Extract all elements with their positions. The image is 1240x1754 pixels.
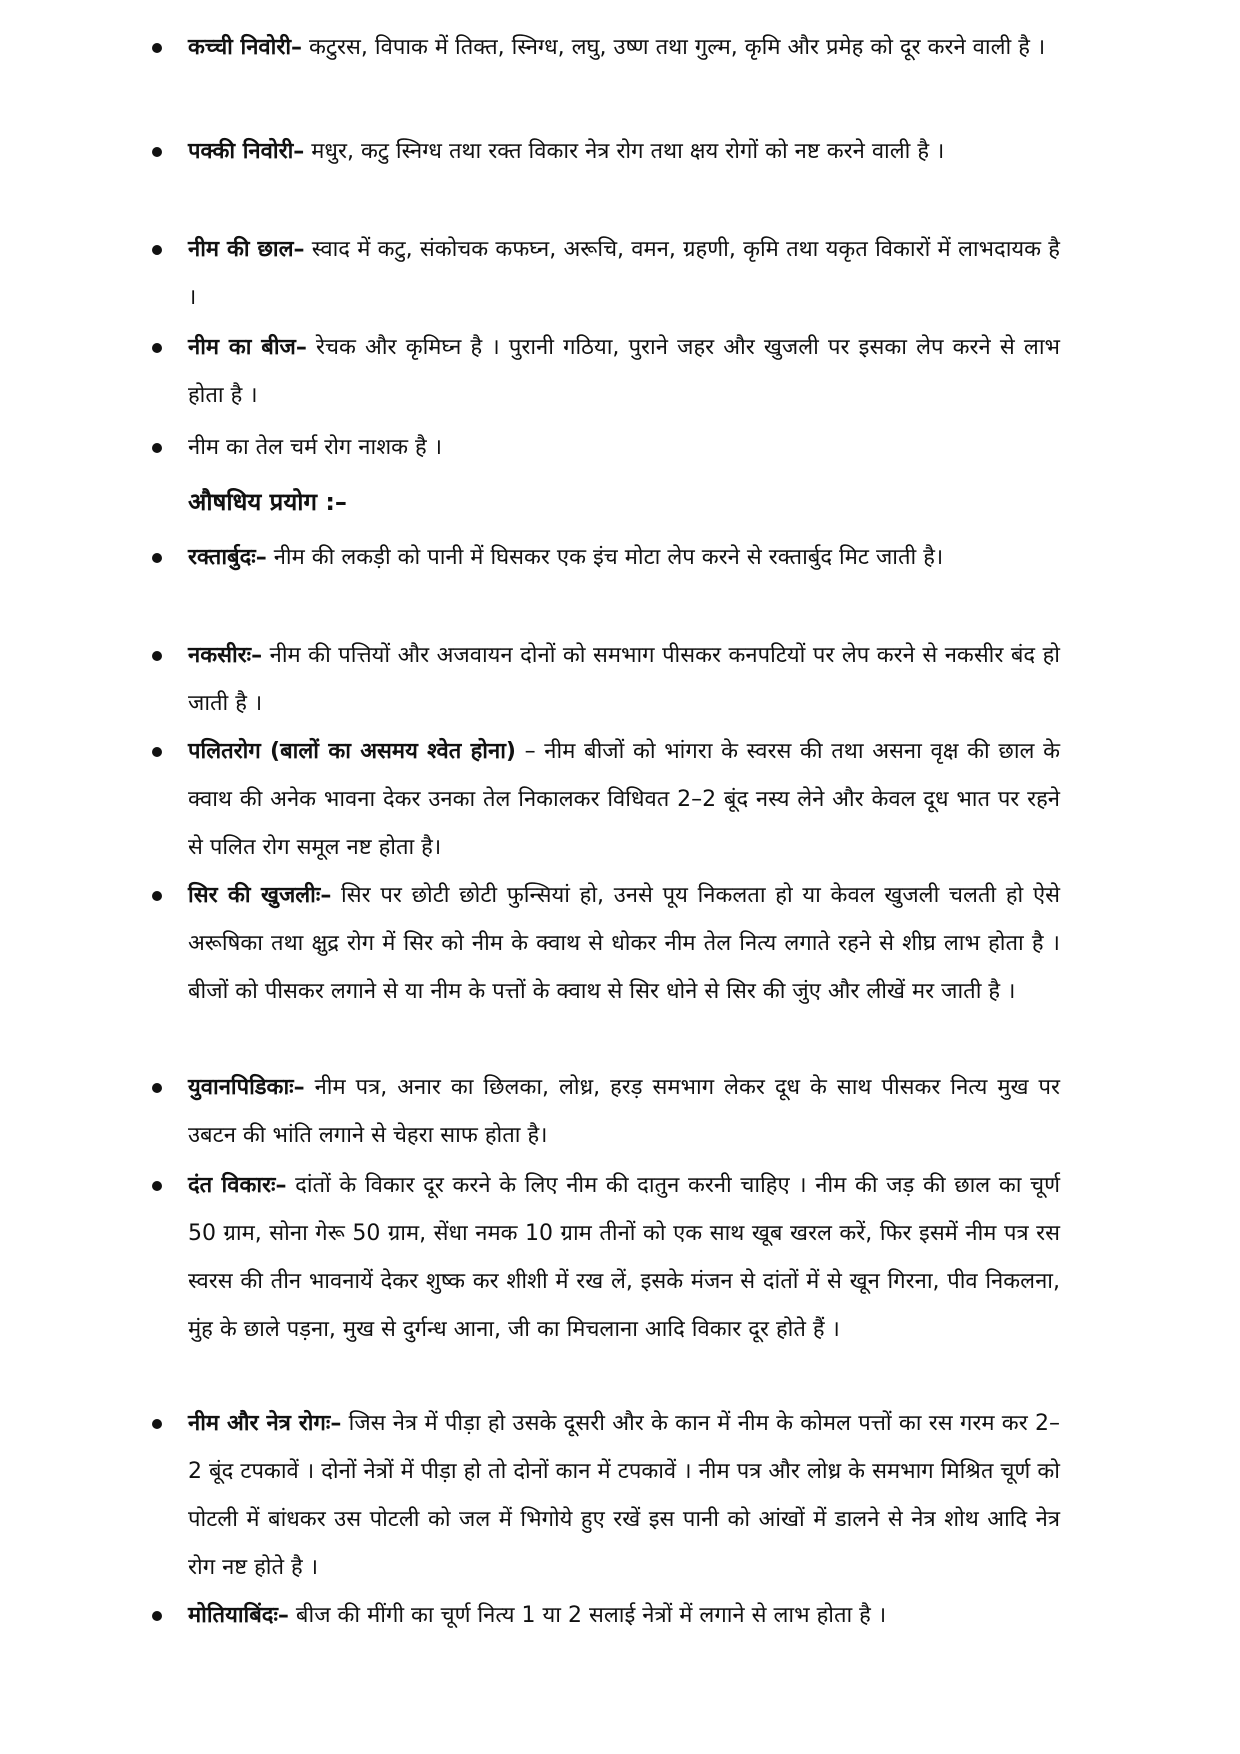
item-term: नकसीरः– [188,643,263,668]
item-term: कच्ची निवोरी– [188,35,303,60]
item-text: सिर पर छोटी छोटी फुन्सियां हो, उनसे पूय निकलता हो या केवल खुजली चलती हो ऐसे अरूषिका तथा क्षुद्र रोग में सिर को नीम के क्वाथ से धोकर नीम तेल नित्य लगाते रहने से शीघ्र लाभ होता है । बीजों को पीसकर लगाने से या नीम के पत्तों के क्वाथ से सिर धोने से सिर की जुंए और लीखें मर जाती है । [188,883,1060,1004]
list-item [188,1162,1060,1354]
list-item [188,1064,1060,1160]
bullet-icon [152,1181,162,1191]
item-text: – नीम बीजों को भांगरा के स्वरस की तथा असना वृक्ष की छाल के क्वाथ की अनेक भावना देकर उनका तेल निकालकर विधिवत 2–2 बूंद नस्य लेने और केवल दूध भात पर रहने से पलित रोग समूल नष्ट होता है। [188,739,1060,860]
item-term: पक्की निवोरी– [188,139,305,164]
item-term: नीम का बीज– [188,335,307,360]
bullet-icon [152,553,162,563]
bullet-icon [152,147,162,157]
list-item [188,872,1060,1016]
item-text: नीम की पत्तियों और अजवायन दोनों को समभाग पीसकर कनपटियों पर लेप करने से नकसीर बंद हो जाती है । [188,643,1060,716]
item-term: नीम और नेत्र रोगः– [188,1411,342,1436]
list-item [188,1400,1060,1592]
bullet-icon [152,651,162,661]
item-text: दांतों के विकार दूर करने के लिए नीम की दातुन करनी चाहिए । नीम की जड़ की छाल का चूर्ण 50 ग्राम, सोना गेरू 50 ग्राम, सेंधा नमक 10 ग्राम तीनों को एक साथ खूब खरल करें, फिर इसमें नीम पत्र रस स्वरस की तीन भावनायें देकर शुष्क कर शीशी में रख लें, इसके मंजन से दांतों में से खून गिरना, पीव निकलना, मुंह के छाले पड़ना, मुख से दुर्गन्ध आना, जी का मिचलाना आदि विकार दूर होते हैं । [188,1173,1060,1342]
list-item [188,24,1060,72]
item-text: स्वाद में कटु, संकोचक कफघ्न, अरूचि, वमन, ग्रहणी, कृमि तथा यकृत विकारों में लाभदायक है । [188,237,1060,310]
item-text: नीम पत्र, अनार का छिलका, लोध्र, हरड़ समभाग लेकर दूध के साथ पीसकर नित्य मुख पर उबटन की भांति लगाने से चेहरा साफ होता है। [188,1075,1060,1148]
list-item [188,632,1060,728]
list-item [188,226,1060,322]
item-text: मधुर, कटु स्निग्ध तथा रक्त विकार नेत्र रोग तथा क्षय रोगों को नष्ट करने वाली है । [304,139,945,164]
list-item [188,424,1060,472]
item-term: युवानपिडिकाः– [188,1075,305,1100]
list-item [188,1592,1060,1640]
bullet-icon [152,1611,162,1621]
item-term: रक्तार्बुदः– [188,545,267,570]
bullet-icon [152,245,162,255]
list-item [188,728,1060,872]
bullet-icon [152,747,162,757]
section-heading: औषधिय प्रयोग :– [188,488,347,516]
bullet-icon [152,343,162,353]
item-term: मोतियाबिंदः– [188,1603,289,1628]
bullet-icon [152,1083,162,1093]
item-text: नीम का तेल चर्म रोग नाशक है । [188,435,443,460]
list-item [188,128,1060,176]
bullet-icon [152,1419,162,1429]
bullet-icon [152,443,162,453]
list-item [188,534,1060,582]
item-text: जिस नेत्र में पीड़ा हो उसके दूसरी और के कान में नीम के कोमल पत्तों का रस गरम कर 2–2 बूंद टपकावें । दोनों नेत्रों में पीड़ा हो तो दोनों कान में टपकावें । नीम पत्र और लोध्र के समभाग मिश्रित चूर्ण को पोटली में बांधकर उस पोटली को जल में भिगोये हुए रखें इस पानी को आंखों में डालने से नेत्र शोथ आदि नेत्र रोग नष्ट होते है । [188,1411,1060,1580]
item-term: पलितरोग (बालों का असमय श्वेत होना) [188,739,516,764]
item-text: रेचक और कृमिघ्न है । पुरानी गठिया, पुराने जहर और खुजली पर इसका लेप करने से लाभ होता है । [188,335,1060,408]
item-term: सिर की खुजलीः– [188,883,332,908]
list-item [188,324,1060,420]
item-term: दंत विकारः– [188,1173,287,1198]
item-text: नीम की लकड़ी को पानी में घिसकर एक इंच मोटा लेप करने से रक्तार्बुद मिट जाती है। [266,545,944,570]
bullet-icon [152,891,162,901]
item-text: कटुरस, विपाक में तिक्त, स्निग्ध, लघु, उष्ण तथा गुल्म, कृमि और प्रमेह को दूर करने वाली है । [302,35,1046,60]
bullet-icon [152,43,162,53]
item-term: नीम की छाल– [188,237,305,262]
item-text: बीज की मींगी का चूर्ण नित्य 1 या 2 सलाई नेत्रों में लगाने से लाभ होता है । [288,1603,887,1628]
